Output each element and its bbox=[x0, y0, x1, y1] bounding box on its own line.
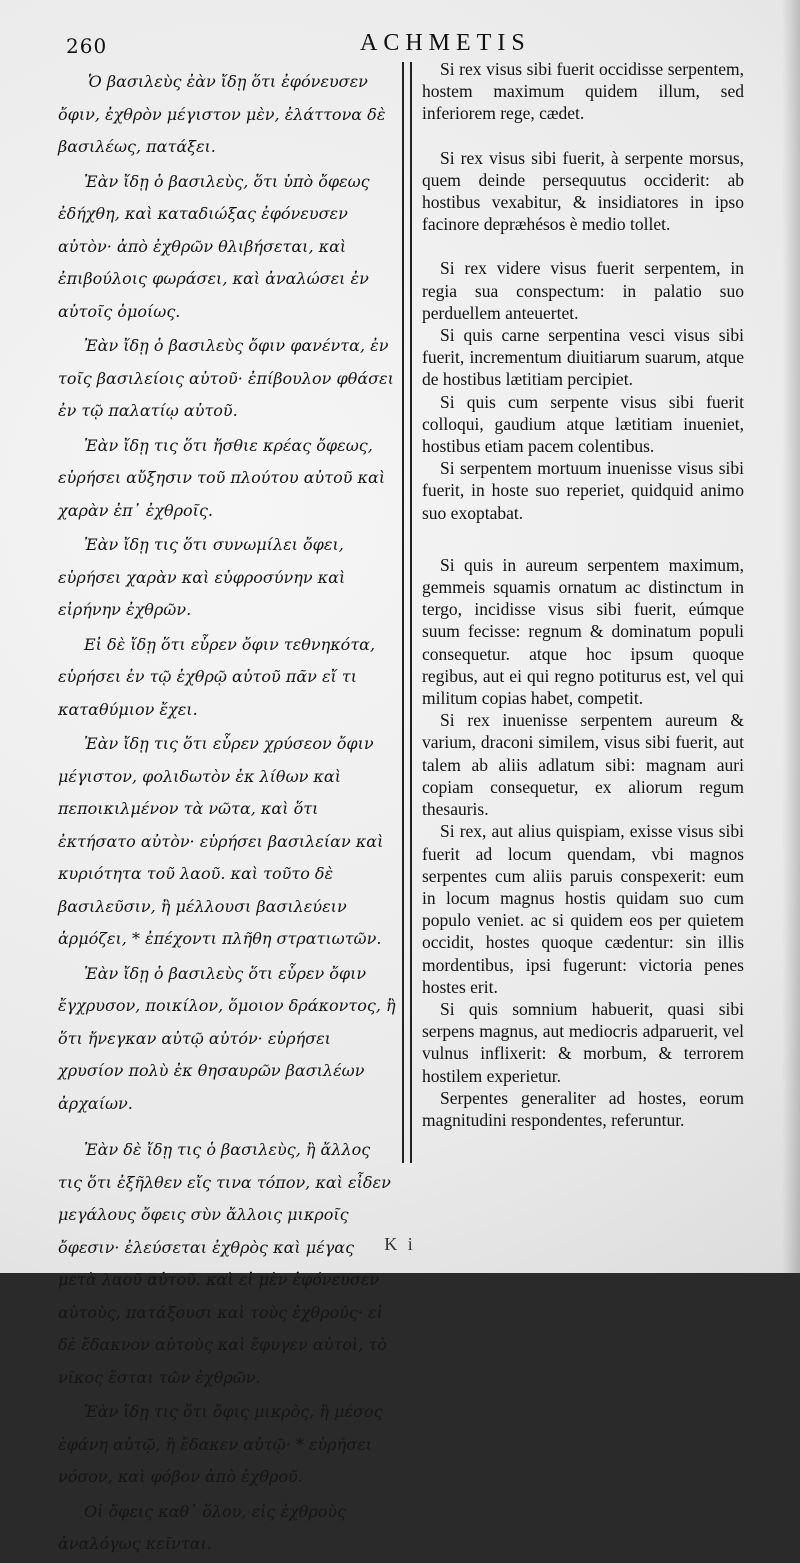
greek-paragraph: Ἐὰν δὲ ἴδῃ τις ὁ βασιλεὺς, ἢ ἄλλος τις ὅτι ἐξῆλθεν εἴς τινα τόπον, καὶ εἶδεν μεγάλους ὄφεις σὺν ἄλλοις μικροῖς ὄφεσιν· ἐλεύσεται ἐχθρὸς καὶ μέγας μετὰ λαοῦ αὐτοῦ. καὶ εἰ μὲν ἐφόνευσεν αὐτοὺς, πατάξουσι καὶ τοὺς ἐχθρούς· εἰ δὲ ἔδακνον αὐτοὺς καὶ ἔφυγεν αὐτοὶ, τὸ νῖκος ἔσται τῶν ἐχθρῶν. bbox=[58, 1140, 391, 1387]
greek-paragraph: Ἐὰν ἴδῃ ὁ βασιλεὺς, ὅτι ὑπὸ ὄφεως ἐδήχθη, καὶ καταδιώξας ἐφόνευσεν αὐτὸν· ἀπὸ ἐχθρῶν θλιβήσεται, καὶ ἐπιβούλοις φωράσει, καὶ ἀναλώσει ἐν αὐτοῖς ὁμοίως. bbox=[58, 171, 370, 321]
greek-paragraph: Ἐὰν ἴδῃ τις ὅτι εὗρεν χρύσεον ὄφιν μέγιστον, φολιδωτὸν ἐκ λίθων καὶ πεποικιλμένον τὰ νῶτα, καὶ ὅτι ἐκτήσατο αὐτὸν· εὑρήσει βασιλείαν καὶ κυριότητα τοῦ λαοῦ. καὶ τοῦτο δὲ βασιλεῦσιν, ἢ μέλλουσι βασιλεύειν ἁρμόζει, * ἐπέχοντι πλῆθη στρατιωτῶν. bbox=[58, 734, 384, 948]
latin-paragraph: Serpentes generaliter ad hostes, eorum magnitudini respondentes, referuntur. bbox=[422, 1087, 744, 1130]
latin-paragraph: Si quis in aureum serpentem maximum, gemmeis squamis ornatum ac distinctum in tergo, incidisse visus sibi fuerit, eúmque suum fecisse: regnum & dominatum populi consequetur. atque hoc ipsum quoque regibus, aut ei qui regno potiturus est, vel qui militum copias habet, competit. bbox=[422, 554, 744, 709]
greek-paragraph: Ἐὰν ἴδῃ ὁ βασιλεὺς ὄφιν φανέντα, ἐν τοῖς βασιλείοις αὐτοῦ· ἐπίβουλον φθάσει ἐν τῷ παλατίῳ αὐτοῦ. bbox=[58, 336, 394, 420]
latin-paragraph: Si rex visus sibi fuerit occidisse serpentem, hostem maximum quidem illum, sed inferiorem rege, cædet. bbox=[422, 59, 744, 124]
greek-paragraph: Ἐὰν ἴδῃ τις ὅτι ἤσθιε κρέας ὄφεως, εὑρήσει αὔξησιν τοῦ πλούτου αὐτοῦ καὶ χαρὰν ἐπ᾽ ἐχθροῖς. bbox=[58, 435, 386, 520]
latin-paragraph: Si rex visus sibi fuerit, à serpente morsus, quem deinde persequutus occiderit: ab hostibus vexabitur, & insidiatores in ipso facinore depræhésos è medio tollet. bbox=[422, 147, 744, 235]
latin-paragraph: Si quis somnium habuerit, quasi sibi serpens magnus, aut mediocris adparuerit, vel vulnus inflixerit: & morbum, & terrorem hostilem experietur. bbox=[422, 998, 744, 1086]
latin-column bbox=[422, 58, 744, 1131]
latin-paragraph: Si rex inuenisse serpentem aureum & varium, draconi similem, visus sibi fuerit, aut talem ab aliis adlatum sibi: magnam auri copiam consequetur, ex aliorum regum thesauris. bbox=[422, 710, 744, 820]
greek-column bbox=[58, 66, 396, 1563]
latin-paragraph: Si serpentem mortuum inuenisse visus sibi fuerit, in hoste suo reperiet, quidquid animo suo exoptabat. bbox=[422, 458, 744, 523]
greek-paragraph: Οἱ ὄφεις καθ᾽ ὅλου, εἰς ἐχθροὺς ἀναλόγως κεῖνται. bbox=[58, 1501, 347, 1553]
latin-paragraph: Si rex videre visus fuerit serpentem, in regia sua conspectum: in palatio suo perduellem anteuertet. bbox=[422, 258, 744, 323]
greek-paragraph: Εἰ δὲ ἴδῃ ὅτι εὗρεν ὄφιν τεθνηκότα, εὑρήσει ἐν τῷ ἐχθρῷ αὐτοῦ πᾶν εἴ τι καταθύμιον ἔχει. bbox=[58, 634, 376, 719]
latin-paragraph: Si rex, aut alius quispiam, exisse visus sibi fuerit ad locum quendam, vbi magnos serpentes cum aliis paruis conspexerit: eum in locum magnus hostis quidam suo cum populo veniet. ac si quidem eos per quietem occidit, hostes quoque cædentur: sin illis mordentibus, ipsi fugerunt: victoria penes hostes erit. bbox=[422, 821, 744, 997]
page-number: 260 bbox=[66, 34, 108, 58]
page-edge-shadow bbox=[782, 0, 800, 1273]
greek-paragraph: Ὁ βασιλεὺς ἐὰν ἴδῃ ὅτι ἐφόνευσεν ὄφιν, ἐχθρὸν μέγιστον μὲν, ἐλάττονα δὲ βασιλέως, πατάξει. bbox=[58, 72, 386, 156]
greek-paragraph: Ἐὰν ἴδῃ τις ὅτι ὄφις μικρὸς, ἢ μέσος ἐφάνη αὐτῷ, ἢ ἔδακεν αὐτῷ· * εὑρήσει νόσον, καὶ φόβον ἀπὸ ἐχθροῦ. bbox=[58, 1402, 383, 1486]
running-head: ACHMETIS bbox=[360, 30, 531, 56]
greek-paragraph: Ἐὰν ἴδῃ ὁ βασιλεὺς ὅτι εὗρεν ὄφιν ἔγχρυσον, ποικίλον, ὅμοιον δράκοντος, ἢ ὅτι ἤνεγκαν αὐτῷ αὐτόν· εὑρήσει χρυσίον πολὺ ἐκ θησαυρῶν βασιλέων ἀρχαίων. bbox=[58, 963, 396, 1113]
latin-paragraph: Si quis cum serpente visus sibi fuerit colloqui, gaudium atque lætitiam inueniet, hostibus etiam pacem colentibus. bbox=[422, 391, 744, 457]
signature-mark: K i bbox=[384, 1234, 416, 1254]
greek-paragraph: Ἐὰν ἴδῃ τις ὅτι συνωμίλει ὄφει, εὑρήσει χαρὰν καὶ εὐφροσύνην καὶ εἰρήνην ἐχθρῶν. bbox=[58, 535, 346, 619]
latin-paragraph: Si quis carne serpentina vesci visus sibi fuerit, incrementum diuitiarum suarum, atque de hostibus lætitiam percipiet. bbox=[422, 325, 744, 390]
column-divider bbox=[400, 62, 414, 1163]
